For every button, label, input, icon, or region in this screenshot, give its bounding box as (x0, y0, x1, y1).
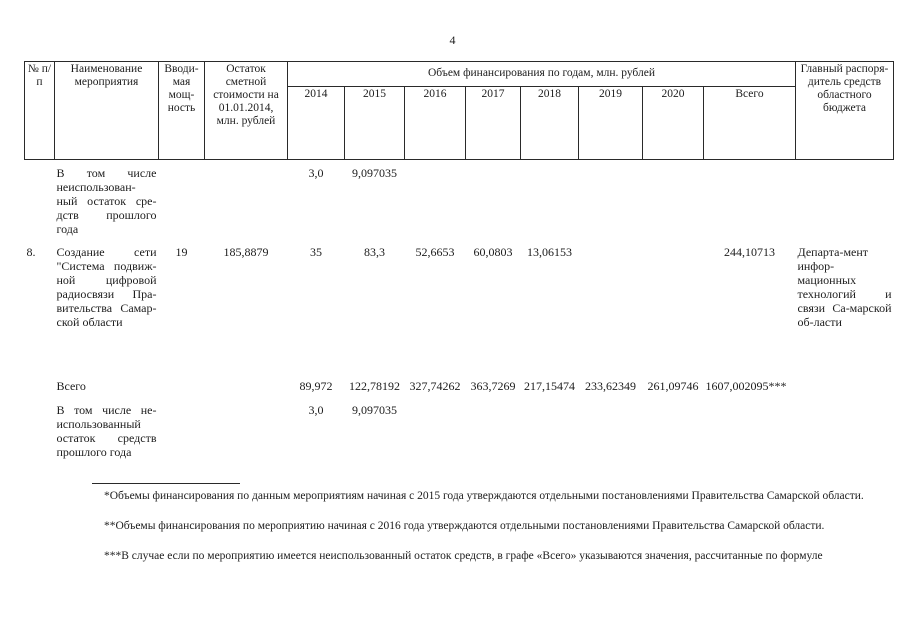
cell-2014: 35 (310, 244, 322, 259)
row-name: В том числе не-использованный остаток средств прошлого года (56, 402, 157, 459)
footnote-1: *Объемы финансирования по данным мероприятиям начиная с 2015 года утверждаются отдельными постановлениями Правительства Самарской области. (104, 490, 864, 502)
header-year-2020: 2020 (643, 86, 704, 159)
cell-2017 (466, 160, 521, 245)
header-year-2017: 2017 (466, 86, 521, 159)
row-no: 8. (26, 244, 36, 259)
cell-2014: 89,972 (299, 378, 333, 393)
header-name: Наименование мероприятия (55, 62, 159, 160)
row-no (25, 160, 55, 245)
table-row (25, 245, 894, 379)
row-manager (796, 379, 894, 403)
cell-2015: 122,78192 (349, 378, 400, 393)
row-no (25, 379, 55, 403)
row-name: Всего (56, 378, 86, 393)
cell-2016 (405, 160, 466, 245)
page-number: 4 (449, 33, 456, 47)
cell-2018: 217,15474 (524, 378, 575, 393)
row-remainder (205, 379, 288, 403)
cell-2020 (643, 403, 704, 467)
cell-2014: 3,0 (308, 402, 324, 417)
row-capacity (159, 160, 205, 245)
table-row (25, 379, 894, 403)
cell-2017: 363,7269 (470, 378, 516, 393)
cell-2019 (579, 245, 643, 379)
row-name: В том числе неиспользован-ный остаток сре-дств прошлого года (56, 166, 157, 236)
cell-total (704, 403, 796, 467)
cell-2017: 60,0803 (473, 244, 513, 259)
footnote-3: ***В случае если по мероприятию имеется неиспользованный остаток средств, в графе «Всего» указываются значения, рассчитанные по формуле (104, 550, 823, 562)
header-total: Всего (704, 86, 796, 159)
cell-2015: 83,3 (364, 244, 385, 259)
table-row (25, 160, 894, 245)
row-no (25, 403, 55, 467)
cell-2017 (466, 403, 521, 467)
header-year-2019: 2019 (579, 86, 643, 159)
cell-2015: 9,097035 (352, 402, 397, 417)
cell-2019 (579, 160, 643, 245)
header-year-2015: 2015 (345, 86, 405, 159)
cell-total (704, 160, 796, 245)
cell-2015: 9,097035 (352, 166, 397, 180)
cell-2016: 327,74262 (409, 378, 461, 393)
row-remainder (205, 160, 288, 245)
row-name: Создание сети "Система подвиж-ной цифровой радиосвязи Пра-вительства Самар-ской области (56, 244, 157, 329)
cell-2018 (521, 403, 579, 467)
header-capacity: Вводи-мая мощ-ность (159, 62, 205, 160)
table-row (25, 403, 894, 467)
row-manager (796, 160, 894, 245)
row-remainder: 185,8879 (223, 244, 269, 259)
row-manager (796, 403, 894, 467)
row-remainder (205, 403, 288, 467)
header-year-2014: 2014 (288, 86, 345, 159)
header-manager: Главный распоря-дитель средств областного бюджета (796, 62, 894, 160)
cell-2019: 233,62349 (585, 378, 636, 393)
header-remainder: Остаток сметной стоимости на 01.01.2014, млн. рублей (205, 62, 288, 160)
header-funding-group: Объем финансирования по годам, млн. рублей (288, 62, 796, 87)
cell-total: 1607,002095*** (705, 378, 787, 393)
cell-2020: 261,09746 (647, 378, 699, 393)
cell-total: 244,10713 (724, 244, 775, 259)
cell-2018: 13,06153 (527, 244, 572, 259)
cell-2018 (521, 160, 579, 245)
funding-table (24, 61, 894, 467)
header-year-2016: 2016 (405, 86, 466, 159)
row-manager: Департа-мент инфор-мационных технологий и связи Са-марской об-ласти (797, 244, 892, 329)
cell-2020 (643, 160, 704, 245)
footnote-divider (92, 483, 240, 484)
footnote-2: **Объемы финансирования по мероприятию начиная с 2016 года утверждаются отдельными постановлениями Правительства Самарской области. (104, 520, 825, 532)
cell-2014: 3,0 (308, 166, 324, 180)
header-year-2018: 2018 (521, 86, 579, 159)
header-no: № п/п (25, 62, 55, 160)
cell-2020 (643, 245, 704, 379)
row-capacity (159, 403, 205, 467)
row-capacity: 19 (175, 244, 188, 259)
row-capacity (159, 379, 205, 403)
cell-2016 (405, 403, 466, 467)
cell-2019 (579, 403, 643, 467)
cell-2016: 52,6653 (415, 244, 455, 259)
